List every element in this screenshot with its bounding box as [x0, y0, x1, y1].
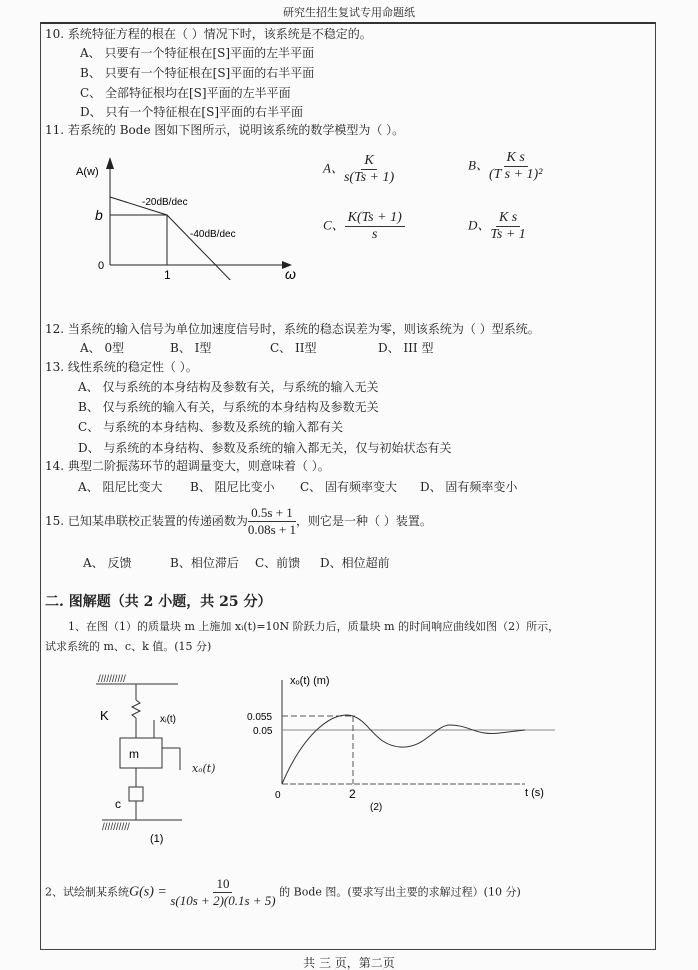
q14-option: A、 阻尼比变大 — [78, 480, 163, 494]
q15-option: B、相位滞后 — [170, 556, 239, 570]
mass-spring-damper-figure — [90, 670, 190, 850]
svg-text:K: K — [100, 708, 109, 723]
svg-text:xₒ(t) (m): xₒ(t) (m) — [290, 675, 330, 687]
svg-text:(1): (1) — [150, 833, 164, 845]
svg-text:c: c — [115, 797, 121, 811]
section2-title: 二. 图解题（共 2 小题，共 25 分） — [45, 594, 272, 610]
q11-stem: 11. 若系统的 Bode 图如下图所示，说明该系统的数学模型为（ ）。 — [45, 123, 405, 137]
page-footer: 共 三 页，第二页 — [303, 956, 395, 970]
slope1-label: -20dB/dec — [142, 197, 188, 208]
spring — [132, 700, 140, 718]
q13-option: B、 仅与系统的输入有关，与系统的本身结构及参数无关 — [78, 400, 379, 414]
step-response-figure — [225, 670, 565, 820]
q11-option-b: B、 $\frac{\text{K s}}{\text{(T s + 1)²}}$ — [468, 150, 543, 182]
damper — [129, 787, 143, 801]
response-curve — [282, 715, 525, 784]
q15-stem: 15. 已知某串联校正装置的传递函数为 $\frac{0.5s + 1}{0.08s + 1}$ ，则它是一种（ ）装置。 — [45, 505, 432, 537]
problem1-line2: 试求系统的 m、c、k 值。(15 分) — [45, 640, 212, 653]
q15-option: A、 反馈 — [83, 556, 132, 570]
x-tick-1: 1 — [164, 268, 171, 280]
q10-option: D、 只有一个特征根在[S]平面的右半平面 — [80, 105, 304, 119]
origin-label: 0 — [98, 260, 105, 272]
mass-block — [120, 738, 162, 768]
svg-text:0.05: 0.05 — [253, 726, 273, 737]
svg-text:2: 2 — [349, 787, 356, 801]
svg-text://////////: ////////// — [102, 822, 130, 833]
q14-option: B、 阻尼比变小 — [190, 480, 275, 494]
q12-option: A、 0型 — [80, 341, 125, 355]
y-label: A(w) — [76, 166, 99, 178]
q10-option: B、 只要有一个特征根在[S]平面的右半平面 — [80, 66, 315, 80]
q10-stem: 10. 系统特征方程的根在（ ）情况下时，该系统是不稳定的。 — [45, 27, 372, 41]
problem1-line1: 1、在图（1）的质量块 m 上施加 xᵢ(t)=10N 阶跃力后，质量块 m 的时间响应曲线如图（2）所示， — [68, 620, 560, 633]
svg-text:m: m — [129, 747, 139, 761]
q10-option: C、 全部特征根均在[S]平面的左半平面 — [80, 86, 291, 100]
q10-option: A、 只要有一个特征根在[S]平面的左半平面 — [80, 46, 315, 60]
q15-option: C、前馈 — [255, 556, 301, 570]
y-tick-b: b — [95, 207, 103, 223]
q12-stem: 12. 当系统的输入信号为单位加速度信号时，系统的稳态误差为零，则该系统为（ ）型系统。 — [45, 322, 540, 336]
q13-option: D、 与系统的本身结构、参数及系统的输入都无关，仅与初始状态有关 — [78, 441, 452, 455]
q11-option-d: D、 $\frac{\text{K s}}{Ts + 1}$ — [468, 210, 526, 242]
slope2-label: -40dB/dec — [190, 229, 236, 240]
q12-option: C、 II型 — [270, 341, 317, 355]
x-label: ω — [285, 266, 296, 280]
q13-stem: 13. 线性系统的稳定性（ ）。 — [45, 360, 198, 374]
svg-text:xᵢ(t): xᵢ(t) — [160, 714, 177, 725]
problem2: 2、试绘制某系统G(s) = $\frac{10}{s(10s + 2)(0.1s + 5)}$ 的 Bode 图。(要求写出主要的求解过程）(10 分) — [45, 876, 521, 908]
q13-option: A、 仅与系统的本身结构及参数有关，与系统的输入无关 — [78, 380, 379, 394]
q11-option-a: A、 $\frac{K}{s(Ts + 1)}$ — [323, 153, 395, 185]
q14-stem: 14. 典型二阶振荡环节的超调量变大，则意味着（ ）。 — [45, 459, 330, 473]
svg-text:t (s): t (s) — [525, 787, 544, 799]
q11-option-c: C、 $\frac{K(Ts + 1)}{s}$ — [323, 210, 405, 243]
svg-text:(2): (2) — [370, 802, 383, 813]
q13-option: C、 与系统的本身结构、参数及系统的输入都有关 — [78, 420, 343, 434]
q12-option: D、 III 型 — [378, 341, 434, 355]
q12-option: B、 I型 — [170, 341, 212, 355]
q14-option: D、 固有频率变小 — [420, 480, 518, 494]
page-header: 研究生招生复试专用命题纸 — [283, 6, 415, 19]
bode-graph — [60, 145, 310, 280]
xo-label: xₒ(t) — [192, 762, 216, 775]
svg-text:0.055: 0.055 — [247, 712, 273, 723]
q14-option: C、 固有频率变大 — [300, 480, 397, 494]
svg-text://////////: ////////// — [98, 674, 126, 685]
q15-option: D、相位超前 — [320, 556, 390, 570]
svg-text:0: 0 — [275, 790, 281, 801]
